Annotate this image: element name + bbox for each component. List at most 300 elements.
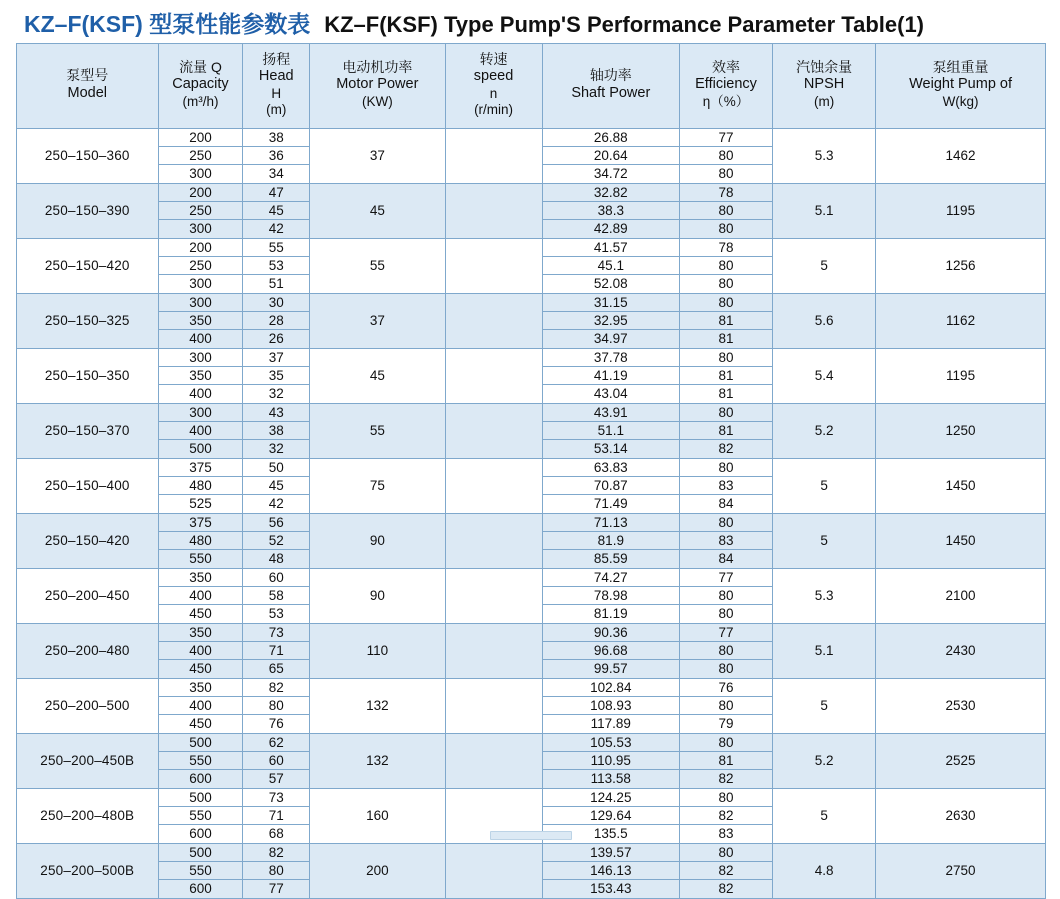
cell-efficiency-value: 84 — [718, 495, 734, 511]
cell-efficiency-value: 77 — [680, 624, 772, 642]
cell-head-value: 58 — [243, 587, 309, 605]
cell-model: 250–200–450 — [17, 568, 159, 623]
cell-model: 250–200–450B — [17, 733, 159, 788]
table-row — [17, 623, 1046, 678]
cell-shaft-power-value: 105.53 — [543, 734, 679, 752]
cell-head-value: 71 — [243, 642, 309, 660]
cell-head-value: 65 — [268, 660, 284, 676]
cell-head — [243, 183, 310, 238]
cell-shaft-power-value: 63.83 — [543, 459, 679, 477]
cell-capacity — [158, 458, 243, 513]
cell-speed — [445, 238, 542, 293]
column-header-motor-power: 电动机功率 Motor Power (KW) — [310, 44, 445, 129]
cell-model: 250–200–500 — [17, 678, 159, 733]
cell-shaft-power-value: 43.04 — [593, 385, 628, 401]
cell-efficiency-value: 83 — [680, 477, 772, 495]
cell-shaft-power-value: 74.27 — [543, 569, 679, 587]
cell-weight: 2530 — [876, 678, 1046, 733]
cell-efficiency-value: 78 — [680, 239, 772, 257]
cell-capacity-value: 500 — [159, 734, 243, 752]
page-title-en: KZ–F(KSF) Type Pump'S Performance Parameter Table(1) — [324, 12, 925, 37]
cell-capacity — [158, 678, 243, 733]
cell-speed — [445, 458, 542, 513]
cell-head-value: 34 — [268, 165, 284, 181]
cell-head-value: 51 — [268, 275, 284, 291]
cell-motor-power: 55 — [310, 403, 445, 458]
cell-npsh: 5.3 — [773, 128, 876, 183]
cell-efficiency — [680, 293, 773, 348]
cell-shaft-power — [542, 568, 679, 623]
cell-head-value: 76 — [268, 715, 284, 731]
cell-shaft-power — [542, 348, 679, 403]
cell-efficiency — [680, 348, 773, 403]
cell-weight: 1195 — [876, 183, 1046, 238]
cell-efficiency-value: 80 — [680, 514, 772, 532]
cell-shaft-power-value: 53.14 — [593, 440, 628, 456]
cell-shaft-power — [542, 183, 679, 238]
cell-efficiency-value: 80 — [680, 697, 772, 715]
cell-head-value: 55 — [243, 239, 309, 257]
cell-efficiency-value: 80 — [680, 587, 772, 605]
cell-model: 250–150–350 — [17, 348, 159, 403]
cell-speed — [445, 293, 542, 348]
cell-efficiency-value: 80 — [680, 844, 772, 862]
cell-speed — [445, 568, 542, 623]
cell-efficiency-value: 80 — [680, 734, 772, 752]
column-header-head: 扬程 Head H (m) — [243, 44, 310, 129]
cell-head — [243, 458, 310, 513]
cell-head-value: 50 — [243, 459, 309, 477]
cell-capacity-value: 480 — [159, 477, 243, 495]
cell-capacity-value: 200 — [159, 239, 243, 257]
cell-capacity — [158, 128, 243, 183]
cell-shaft-power-value: 32.95 — [543, 312, 679, 330]
cell-capacity-value: 375 — [159, 459, 243, 477]
cell-speed — [445, 403, 542, 458]
cell-capacity-value: 300 — [159, 294, 243, 312]
cell-motor-power: 90 — [310, 513, 445, 568]
cell-capacity-value: 550 — [159, 752, 243, 770]
cell-capacity-value: 550 — [159, 807, 243, 825]
cell-head-value: 30 — [243, 294, 309, 312]
cell-speed — [445, 678, 542, 733]
table-head — [17, 44, 1046, 129]
cell-efficiency — [680, 128, 773, 183]
cell-weight: 1250 — [876, 403, 1046, 458]
cell-head-value: 47 — [243, 184, 309, 202]
cell-head-value: 45 — [243, 477, 309, 495]
cell-head-value: 56 — [243, 514, 309, 532]
table-row — [17, 348, 1046, 403]
cell-efficiency-value: 82 — [718, 880, 734, 896]
cell-shaft-power-value: 85.59 — [593, 550, 628, 566]
cell-head — [243, 623, 310, 678]
cell-motor-power: 90 — [310, 568, 445, 623]
cell-head-value: 82 — [243, 679, 309, 697]
cell-shaft-power — [542, 843, 679, 898]
cell-efficiency-value: 82 — [680, 862, 772, 880]
cell-head — [243, 348, 310, 403]
cell-head-value: 62 — [243, 734, 309, 752]
cell-capacity-value: 400 — [159, 587, 243, 605]
cell-weight: 1256 — [876, 238, 1046, 293]
cell-efficiency-value: 80 — [718, 165, 734, 181]
cell-shaft-power-value: 117.89 — [590, 715, 631, 731]
cell-efficiency-value: 80 — [680, 202, 772, 220]
cell-head — [243, 513, 310, 568]
page-footer-strip — [0, 827, 1060, 843]
cell-capacity-value: 250 — [159, 257, 243, 275]
cell-head-value: 68 — [268, 825, 284, 841]
cell-efficiency-value: 83 — [680, 532, 772, 550]
cell-head-value: 32 — [268, 385, 284, 401]
cell-speed — [445, 183, 542, 238]
cell-npsh: 5 — [773, 238, 876, 293]
cell-motor-power: 200 — [310, 843, 445, 898]
cell-weight: 1162 — [876, 293, 1046, 348]
cell-shaft-power-value: 108.93 — [543, 697, 679, 715]
cell-head-value: 28 — [243, 312, 309, 330]
cell-speed — [445, 843, 542, 898]
cell-speed — [445, 513, 542, 568]
cell-capacity-value: 200 — [159, 129, 243, 147]
cell-head-value: 36 — [243, 147, 309, 165]
table-header-row — [17, 44, 1046, 129]
cell-efficiency — [680, 623, 773, 678]
cell-efficiency-value: 84 — [718, 550, 734, 566]
cell-shaft-power-value: 124.25 — [543, 789, 679, 807]
cell-weight: 1195 — [876, 348, 1046, 403]
cell-efficiency-value: 81 — [680, 367, 772, 385]
cell-head-value: 53 — [268, 605, 284, 621]
column-header-weight: 泵组重量 Weight Pump of W(kg) — [876, 44, 1046, 129]
cell-efficiency-value: 81 — [718, 385, 734, 401]
cell-model: 250–150–390 — [17, 183, 159, 238]
cell-head-value: 43 — [243, 404, 309, 422]
cell-head-value: 52 — [243, 532, 309, 550]
cell-efficiency-value: 81 — [680, 422, 772, 440]
cell-head-value: 57 — [268, 770, 284, 786]
cell-head — [243, 733, 310, 788]
cell-head-value: 77 — [268, 880, 284, 896]
cell-capacity — [158, 403, 243, 458]
cell-npsh: 5 — [773, 458, 876, 513]
table-row — [17, 403, 1046, 458]
cell-speed — [445, 623, 542, 678]
cell-capacity-value: 500 — [159, 844, 243, 862]
page-title-cn: KZ–F(KSF) 型泵性能参数表 — [24, 11, 311, 37]
cell-head-value: 38 — [243, 422, 309, 440]
footer-bar — [490, 831, 572, 840]
cell-shaft-power-value: 129.64 — [543, 807, 679, 825]
cell-capacity-value: 500 — [159, 789, 243, 807]
cell-shaft-power-value: 26.88 — [543, 129, 679, 147]
cell-head-value: 48 — [268, 550, 284, 566]
cell-efficiency-value: 81 — [680, 312, 772, 330]
cell-capacity-value: 550 — [159, 862, 243, 880]
cell-efficiency-value: 82 — [680, 807, 772, 825]
cell-motor-power: 132 — [310, 733, 445, 788]
cell-shaft-power — [542, 403, 679, 458]
cell-motor-power: 132 — [310, 678, 445, 733]
cell-efficiency — [680, 513, 773, 568]
cell-shaft-power-value: 110.95 — [543, 752, 679, 770]
cell-npsh: 5 — [773, 678, 876, 733]
cell-efficiency-value: 80 — [718, 220, 734, 236]
cell-capacity-value: 300 — [189, 275, 212, 291]
table-row — [17, 183, 1046, 238]
table-row — [17, 843, 1046, 898]
cell-shaft-power-value: 34.97 — [593, 330, 628, 346]
cell-npsh: 4.8 — [773, 843, 876, 898]
cell-shaft-power-value: 90.36 — [543, 624, 679, 642]
cell-shaft-power-value: 42.89 — [593, 220, 628, 236]
column-header-shaft-power: 轴功率 Shaft Power — [542, 44, 679, 129]
cell-shaft-power-value: 34.72 — [593, 165, 628, 181]
cell-capacity — [158, 843, 243, 898]
table-row — [17, 733, 1046, 788]
cell-head-value: 80 — [243, 862, 309, 880]
cell-speed — [445, 128, 542, 183]
cell-head-value: 26 — [268, 330, 284, 346]
cell-model: 250–150–400 — [17, 458, 159, 513]
cell-weight: 2525 — [876, 733, 1046, 788]
cell-efficiency-value: 80 — [680, 404, 772, 422]
cell-head — [243, 403, 310, 458]
cell-motor-power: 37 — [310, 293, 445, 348]
cell-capacity — [158, 348, 243, 403]
cell-head-value: 37 — [243, 349, 309, 367]
cell-shaft-power-value: 32.82 — [543, 184, 679, 202]
cell-npsh: 5.1 — [773, 183, 876, 238]
cell-head-value: 60 — [243, 752, 309, 770]
table-row — [17, 678, 1046, 733]
cell-capacity-value: 600 — [189, 770, 212, 786]
cell-capacity-value: 375 — [159, 514, 243, 532]
cell-capacity-value: 300 — [189, 165, 212, 181]
cell-shaft-power — [542, 458, 679, 513]
cell-model: 250–150–325 — [17, 293, 159, 348]
cell-capacity-value: 600 — [189, 880, 212, 896]
cell-capacity — [158, 183, 243, 238]
cell-efficiency-value: 76 — [680, 679, 772, 697]
cell-head-value: 73 — [243, 789, 309, 807]
cell-shaft-power-value: 81.9 — [543, 532, 679, 550]
column-header-efficiency: 效率 Efficiency η（%） — [680, 44, 773, 129]
column-header-capacity: 流量 Q Capacity (m³/h) — [158, 44, 243, 129]
cell-capacity-value: 480 — [159, 532, 243, 550]
cell-npsh: 5 — [773, 788, 876, 843]
cell-model: 250–150–420 — [17, 238, 159, 293]
cell-motor-power: 75 — [310, 458, 445, 513]
table-body — [17, 128, 1046, 898]
cell-capacity-value: 450 — [189, 660, 212, 676]
cell-shaft-power — [542, 128, 679, 183]
cell-capacity-value: 350 — [159, 569, 243, 587]
cell-efficiency — [680, 843, 773, 898]
cell-head — [243, 568, 310, 623]
cell-capacity-value: 450 — [189, 605, 212, 621]
cell-capacity-value: 525 — [189, 495, 212, 511]
cell-efficiency — [680, 403, 773, 458]
cell-shaft-power-value: 38.3 — [543, 202, 679, 220]
cell-capacity-value: 250 — [159, 202, 243, 220]
column-header-model: 泵型号 Model — [17, 44, 159, 129]
cell-efficiency-value: 79 — [718, 715, 734, 731]
cell-head-value: 60 — [243, 569, 309, 587]
cell-efficiency-value: 82 — [718, 770, 734, 786]
performance-table — [16, 43, 1046, 899]
cell-shaft-power-value: 113.58 — [590, 770, 631, 786]
cell-shaft-power-value: 96.68 — [543, 642, 679, 660]
cell-capacity-value: 550 — [189, 550, 212, 566]
table-row — [17, 293, 1046, 348]
cell-model: 250–150–420 — [17, 513, 159, 568]
cell-weight: 2430 — [876, 623, 1046, 678]
cell-capacity-value: 250 — [159, 147, 243, 165]
cell-efficiency-value: 80 — [680, 642, 772, 660]
cell-efficiency-value: 80 — [680, 257, 772, 275]
cell-npsh: 5.2 — [773, 403, 876, 458]
cell-head-value: 73 — [243, 624, 309, 642]
cell-efficiency-value: 77 — [680, 569, 772, 587]
cell-efficiency — [680, 678, 773, 733]
cell-shaft-power-value: 41.19 — [543, 367, 679, 385]
cell-shaft-power-value: 31.15 — [543, 294, 679, 312]
cell-npsh: 5.1 — [773, 623, 876, 678]
cell-npsh: 5.2 — [773, 733, 876, 788]
cell-efficiency-value: 81 — [718, 330, 734, 346]
cell-motor-power: 110 — [310, 623, 445, 678]
cell-efficiency-value: 82 — [718, 440, 734, 456]
cell-capacity-value: 450 — [189, 715, 212, 731]
table-container — [0, 43, 1060, 899]
cell-shaft-power — [542, 733, 679, 788]
cell-efficiency-value: 77 — [680, 129, 772, 147]
cell-efficiency — [680, 238, 773, 293]
cell-efficiency-value: 80 — [680, 147, 772, 165]
cell-capacity — [158, 568, 243, 623]
cell-shaft-power — [542, 678, 679, 733]
cell-weight: 1450 — [876, 513, 1046, 568]
cell-capacity-value: 350 — [159, 367, 243, 385]
cell-model: 250–150–360 — [17, 128, 159, 183]
cell-efficiency-value: 80 — [680, 459, 772, 477]
cell-efficiency-value: 80 — [718, 660, 734, 676]
cell-efficiency-value: 81 — [680, 752, 772, 770]
cell-shaft-power — [542, 238, 679, 293]
cell-weight: 1462 — [876, 128, 1046, 183]
cell-weight: 2630 — [876, 788, 1046, 843]
cell-shaft-power-value: 135.5 — [593, 825, 628, 841]
cell-capacity-value: 350 — [159, 679, 243, 697]
cell-head-value: 42 — [268, 220, 284, 236]
cell-npsh: 5.4 — [773, 348, 876, 403]
page-title — [0, 0, 1060, 43]
cell-efficiency-value: 78 — [680, 184, 772, 202]
cell-model: 250–200–500B — [17, 843, 159, 898]
cell-capacity-value: 600 — [189, 825, 212, 841]
cell-efficiency — [680, 733, 773, 788]
cell-head-value: 82 — [243, 844, 309, 862]
cell-capacity-value: 300 — [189, 220, 212, 236]
cell-capacity-value: 350 — [159, 312, 243, 330]
cell-motor-power: 45 — [310, 183, 445, 238]
cell-weight: 2750 — [876, 843, 1046, 898]
cell-shaft-power-value: 45.1 — [543, 257, 679, 275]
cell-head — [243, 678, 310, 733]
cell-capacity-value: 400 — [159, 697, 243, 715]
table-row — [17, 238, 1046, 293]
cell-shaft-power-value: 139.57 — [543, 844, 679, 862]
cell-shaft-power-value: 37.78 — [543, 349, 679, 367]
cell-model: 250–150–370 — [17, 403, 159, 458]
cell-head-value: 53 — [243, 257, 309, 275]
cell-efficiency — [680, 183, 773, 238]
cell-shaft-power-value: 146.13 — [543, 862, 679, 880]
cell-efficiency-value: 80 — [680, 789, 772, 807]
cell-speed — [445, 348, 542, 403]
table-row — [17, 128, 1046, 183]
cell-capacity-value: 300 — [159, 349, 243, 367]
cell-shaft-power-value: 41.57 — [543, 239, 679, 257]
cell-head-value: 71 — [243, 807, 309, 825]
cell-shaft-power-value: 70.87 — [543, 477, 679, 495]
cell-weight: 1450 — [876, 458, 1046, 513]
cell-model: 250–200–480 — [17, 623, 159, 678]
cell-capacity-value: 400 — [189, 330, 212, 346]
cell-shaft-power-value: 43.91 — [543, 404, 679, 422]
cell-shaft-power-value: 52.08 — [593, 275, 628, 291]
cell-motor-power: 45 — [310, 348, 445, 403]
cell-capacity — [158, 733, 243, 788]
cell-motor-power: 160 — [310, 788, 445, 843]
column-header-speed: 转速 speed n (r/min) — [445, 44, 542, 129]
cell-shaft-power — [542, 513, 679, 568]
cell-efficiency-value: 80 — [680, 294, 772, 312]
cell-head — [243, 293, 310, 348]
table-row — [17, 568, 1046, 623]
cell-head — [243, 128, 310, 183]
cell-head — [243, 843, 310, 898]
cell-efficiency-value: 83 — [718, 825, 734, 841]
cell-head-value: 32 — [268, 440, 284, 456]
cell-efficiency-value: 80 — [680, 349, 772, 367]
cell-shaft-power-value: 71.49 — [593, 495, 628, 511]
cell-efficiency — [680, 568, 773, 623]
cell-head-value: 42 — [268, 495, 284, 511]
cell-motor-power: 37 — [310, 128, 445, 183]
cell-capacity-value: 350 — [159, 624, 243, 642]
cell-shaft-power-value: 51.1 — [543, 422, 679, 440]
cell-capacity-value: 200 — [159, 184, 243, 202]
cell-shaft-power-value: 153.43 — [590, 880, 632, 896]
cell-capacity — [158, 238, 243, 293]
cell-npsh: 5.6 — [773, 293, 876, 348]
cell-shaft-power-value: 102.84 — [543, 679, 679, 697]
cell-head-value: 38 — [243, 129, 309, 147]
cell-shaft-power-value: 20.64 — [543, 147, 679, 165]
cell-shaft-power-value: 78.98 — [543, 587, 679, 605]
cell-shaft-power-value: 71.13 — [543, 514, 679, 532]
cell-efficiency-value: 80 — [718, 605, 734, 621]
cell-capacity-value: 400 — [159, 422, 243, 440]
column-header-npsh: 汽蚀余量 NPSH (m) — [773, 44, 876, 129]
cell-shaft-power — [542, 293, 679, 348]
cell-shaft-power — [542, 623, 679, 678]
cell-capacity-value: 500 — [189, 440, 212, 456]
cell-capacity-value: 300 — [159, 404, 243, 422]
